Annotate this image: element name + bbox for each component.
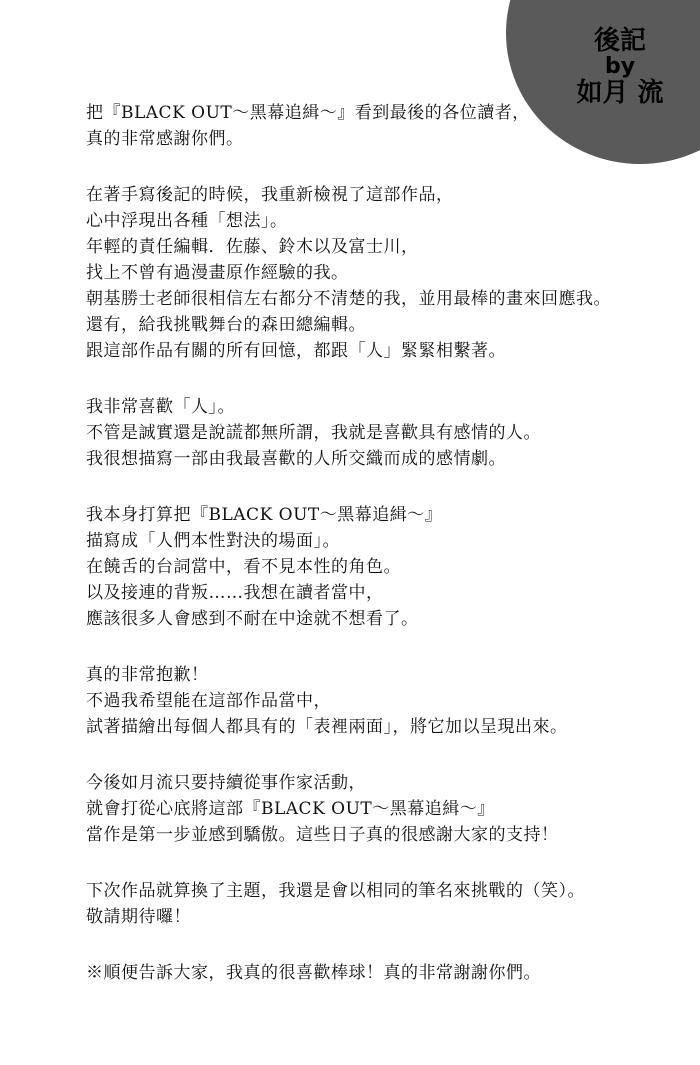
afterword-line: 不過我希望能在這部作品當中，	[86, 691, 331, 711]
afterword-paragraph	[86, 878, 686, 930]
afterword-title	[560, 28, 680, 106]
afterword-line: 就會打從心底將這部『BLACK OUT～黑幕追緝～』	[86, 799, 495, 819]
afterword-line: 找上不曾有過漫畫原作經驗的我。	[86, 263, 349, 283]
afterword-line: 在著手寫後記的時候，我重新檢視了這部作品，	[86, 185, 454, 205]
afterword-line: 當作是第一步並感到驕傲。這些日子真的很感謝大家的支持！	[86, 825, 559, 845]
afterword-line: 還有，給我挑戰舞台的森田總編輯。	[86, 315, 366, 335]
afterword-paragraph	[86, 394, 686, 472]
afterword-line: 敬請期待囉！	[86, 907, 191, 927]
afterword-line: 不管是誠實還是說謊都無所謂，我就是喜歡具有感情的人。	[86, 423, 541, 443]
afterword-title-by: by	[604, 54, 636, 79]
afterword-paragraph	[86, 960, 686, 986]
afterword-line: 以及接連的背叛……我想在讀者當中，	[86, 583, 384, 603]
afterword-line: 朝基勝士老師很相信左右都分不清楚的我，並用最棒的畫來回應我。	[86, 289, 611, 309]
afterword-line: 我本身打算把『BLACK OUT～黑幕追緝～』	[86, 505, 443, 525]
afterword-line: 我非常喜歡「人」。	[86, 397, 235, 417]
afterword-paragraph	[86, 502, 686, 632]
afterword-line: 真的非常感謝你們。	[86, 129, 244, 149]
afterword-line: 下次作品就算換了主題，我還是會以相同的筆名來挑戰的（笑）。	[86, 881, 585, 901]
afterword-line: 真的非常抱歉！	[86, 665, 209, 685]
afterword-author-name: 如月 流	[576, 78, 664, 108]
afterword-line: 把『BLACK OUT～黑幕追緝～』看到最後的各位讀者，	[86, 103, 530, 123]
afterword-line: 應該很多人會感到不耐在中途就不想看了。	[86, 609, 419, 629]
afterword-line: ※順便告訴大家，我真的很喜歡棒球！真的非常謝謝你們。	[86, 963, 541, 983]
afterword-paragraph	[86, 662, 686, 740]
afterword-body	[86, 100, 686, 1016]
afterword-line: 今後如月流只要持續從事作家活動，	[86, 773, 366, 793]
afterword-line: 描寫成「人們本性對決的場面」。	[86, 531, 340, 551]
afterword-paragraph	[86, 100, 686, 152]
afterword-paragraph	[86, 182, 686, 364]
afterword-line: 年輕的責任編輯．佐藤、鈴木以及富士川，	[86, 237, 419, 257]
afterword-line: 我很想描寫一部由我最喜歡的人所交織而成的感情劇。	[86, 449, 506, 469]
afterword-title-heading: 後記	[593, 26, 646, 56]
afterword-paragraph	[86, 770, 686, 848]
afterword-line: 心中浮現出各種「想法」。	[86, 211, 288, 231]
afterword-line: 試著描繪出每個人都具有的「表裡兩面」，將它加以呈現出來。	[86, 717, 568, 737]
afterword-line: 在饒舌的台詞當中，看不見本性的角色。	[86, 557, 401, 577]
afterword-line: 跟這部作品有關的所有回憶，都跟「人」緊緊相繫著。	[86, 341, 506, 361]
